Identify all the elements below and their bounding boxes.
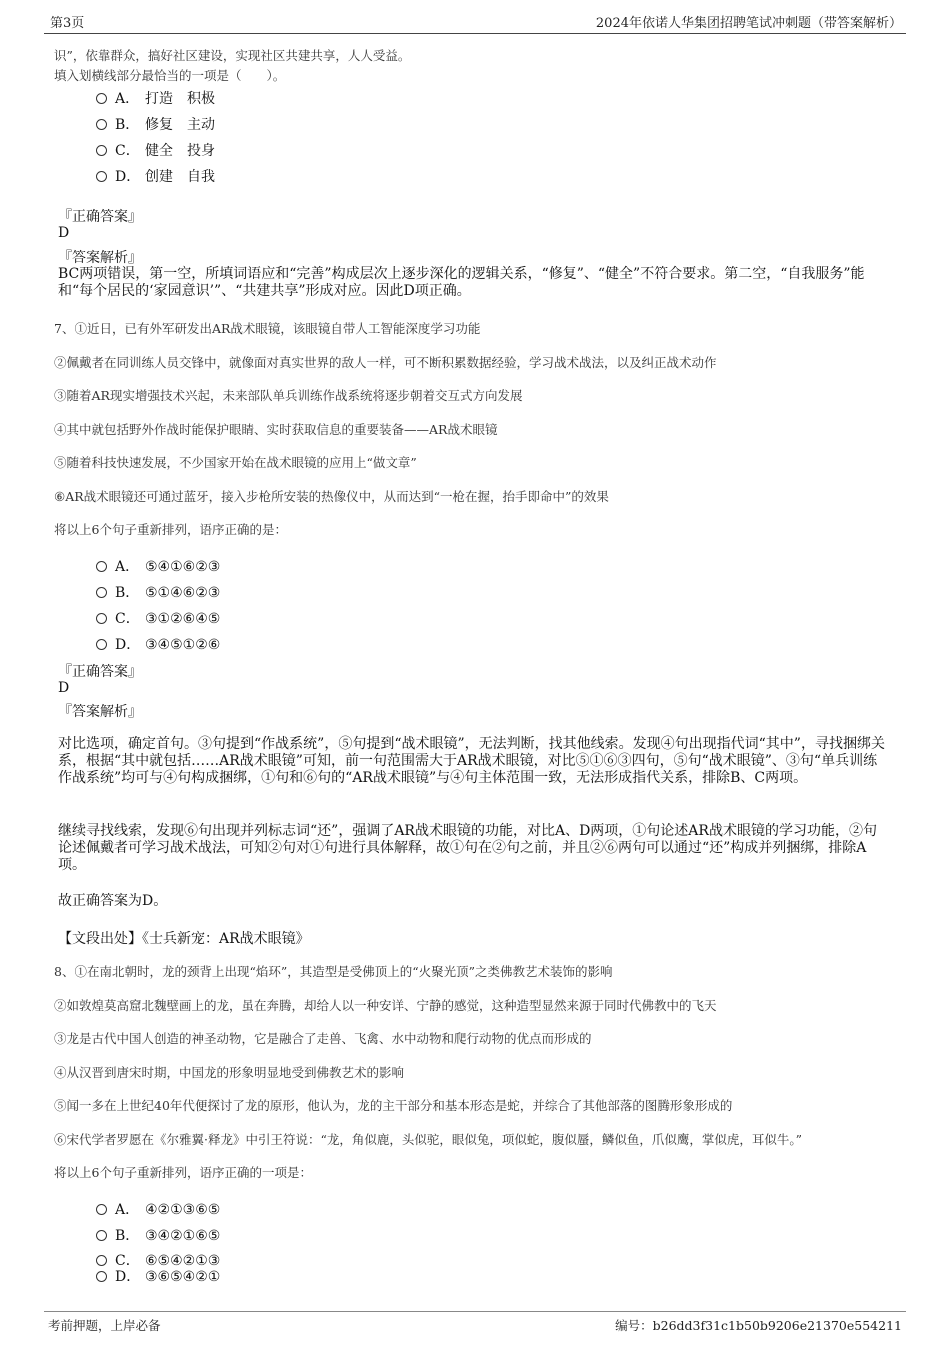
q6-prompt: 填入划横线部分最恰当的一项是（ ）。 (54, 68, 286, 83)
q7-analysis-label: 『答案解析』 (58, 704, 142, 720)
q6-analysis: BC两项错误，第一空，所填词语应和“完善”构成层次上逐步深化的逻辑关系，“修复”、“健全”不符合要求。第二空，“自我服务”能和“每个居民的‘家园意识’”、“共建共享”形成对应。因此D项正确。 (58, 266, 865, 299)
q6-stem-tail: 识”，依靠群众，搞好社区建设，实现社区共建共享，人人受益。 (54, 48, 411, 63)
footer-slogan: 考前押题，上岸必备 (48, 1318, 161, 1333)
q8-sentence-4: ④从汉晋到唐宋时期，中国龙的形象明显地受到佛教艺术的影响 (54, 1065, 405, 1080)
q6-answer: D (58, 225, 70, 241)
radio-icon[interactable] (96, 1204, 107, 1215)
radio-icon[interactable] (96, 639, 107, 650)
q7-answer: D (58, 680, 70, 696)
q6-answer-label: 『正确答案』 (58, 209, 142, 225)
q7-sentence-6: ⑥AR战术眼镜还可通过蓝牙，接入步枪所安装的热像仪中，从而达到“一枪在握，抬手即命中”的效果 (54, 489, 609, 504)
radio-icon[interactable] (96, 145, 107, 156)
q7-sentence-1: 7、①近日，已有外军研发出AR战术眼镜，该眼镜自带人工智能深度学习功能 (54, 321, 481, 336)
radio-icon[interactable] (96, 1230, 107, 1241)
q7-analysis-paragraph-3: 故正确答案为D。 (58, 893, 168, 909)
q7-sentence-5: ⑤随着科技快速发展，不少国家开始在战术眼镜的应用上“做文章” (54, 455, 417, 470)
q7-analysis-paragraph-2: 继续寻找线索，发现⑥句出现并列标志词“还”，强调了AR战术眼镜的功能，对比A、D两项，①句论述AR战术眼镜的学习功能，②句论述佩戴者可学习战术战法，可知②句对①句进行具体解释，故①句在②句之前，并且②⑥两句可以通过“还”构成并列捆绑，排除A项。 (58, 823, 877, 873)
q8-sentence-6: ⑥宋代学者罗愿在《尔雅翼·释龙》中引王符说：“龙，角似鹿，头似驼，眼似兔，项似蛇，腹似蜃，鳞似鱼，爪似鹰，掌似虎，耳似牛。” (54, 1132, 803, 1147)
q6-option-a[interactable]: A． 打造 积极 (96, 88, 215, 106)
radio-icon[interactable] (96, 119, 107, 130)
q8-prompt: 将以上6个句子重新排列，语序正确的一项是： (54, 1165, 312, 1180)
radio-icon[interactable] (96, 1255, 107, 1266)
page-number: 第3页 (50, 16, 85, 31)
q7-answer-label: 『正确答案』 (58, 664, 142, 680)
q7-option-c[interactable]: C． ③①②⑥④⑤ (96, 608, 220, 626)
page-header (50, 12, 902, 32)
q6-option-b[interactable]: B． 修复 主动 (96, 114, 215, 132)
q8-option-b[interactable]: B． ③④②①⑥⑤ (96, 1225, 220, 1243)
q8-sentence-1: 8、①在南北朝时，龙的颈背上出现“焰环”，其造型是受佛顶上的“火聚光顶”之类佛教艺术装饰的影响 (54, 964, 613, 979)
header-divider (44, 33, 906, 34)
q8-option-d[interactable]: D． ③⑥⑤④②① (96, 1266, 220, 1284)
q7-sentence-2: ②佩戴者在同训练人员交锋中，就像面对真实世界的敌人一样，可不断积累数据经验，学习战术战法，以及纠正战术动作 (54, 355, 717, 370)
q8-sentence-2: ②如敦煌莫高窟北魏壁画上的龙，虽在奔腾，却给人以一种安详、宁静的感觉，这种造型显然来源于同时代佛教中的飞天 (54, 998, 717, 1013)
radio-icon[interactable] (96, 171, 107, 182)
q7-option-b[interactable]: B． ⑤①④⑥②③ (96, 582, 220, 600)
q7-sentence-3: ③随着AR现实增强技术兴起，未来部队单兵训练作战系统将逐步朝着交互式方向发展 (54, 388, 523, 403)
q7-option-a[interactable]: A． ⑤④①⑥②③ (96, 556, 220, 574)
document-id: 编号：b26dd3f31c1b50b9206e21370e554211 (615, 1318, 902, 1333)
q6-analysis-label: 『答案解析』 (58, 250, 142, 266)
q8-sentence-5: ⑤闻一多在上世纪40年代便探讨了龙的原形，他认为，龙的主干部分和基本形态是蛇，并综合了其他部落的图腾形象形成的 (54, 1098, 733, 1113)
q6-option-c[interactable]: C． 健全 投身 (96, 140, 215, 158)
radio-icon[interactable] (96, 93, 107, 104)
q8-sentence-3: ③龙是古代中国人创造的神圣动物，它是融合了走兽、飞禽、水中动物和爬行动物的优点而形成的 (54, 1031, 592, 1046)
radio-icon[interactable] (96, 587, 107, 598)
q7-source: 【文段出处】《士兵新宠：AR战术眼镜》 (58, 931, 310, 947)
q6-option-d[interactable]: D． 创建 自我 (96, 166, 215, 184)
q7-prompt: 将以上6个句子重新排列，语序正确的是： (54, 522, 287, 537)
q8-option-a[interactable]: A． ④②①③⑥⑤ (96, 1199, 220, 1217)
q7-analysis-paragraph-1: 对比选项，确定首句。③句提到“作战系统”，⑤句提到“战术眼镜”，无法判断，找其他线索。发现④句出现指代词“其中”，寻找捆绑关系，根据“其中就包括……AR战术眼镜”可知，前一句范围需大于AR战术眼镜，对比⑤①⑥③四句，⑤句“战术眼镜”、③句“单兵训练作战系统”均可与④句构成捆绑，①句和⑥句的“AR战术眼镜”与④句主体范围一致，无法形成指代关系，排除B、C两项。 (58, 736, 885, 786)
q7-sentence-4: ④其中就包括野外作战时能保护眼睛、实时获取信息的重要装备——AR战术眼镜 (54, 422, 498, 437)
document-title: 2024年依诺人华集团招聘笔试冲刺题（带答案解析） (595, 16, 902, 31)
radio-icon[interactable] (96, 1271, 107, 1282)
footer-divider (44, 1311, 906, 1312)
radio-icon[interactable] (96, 613, 107, 624)
radio-icon[interactable] (96, 561, 107, 572)
q7-option-d[interactable]: D． ③④⑤①②⑥ (96, 634, 220, 652)
q8-option-c[interactable]: C． ⑥⑤④②①③ (96, 1250, 220, 1268)
